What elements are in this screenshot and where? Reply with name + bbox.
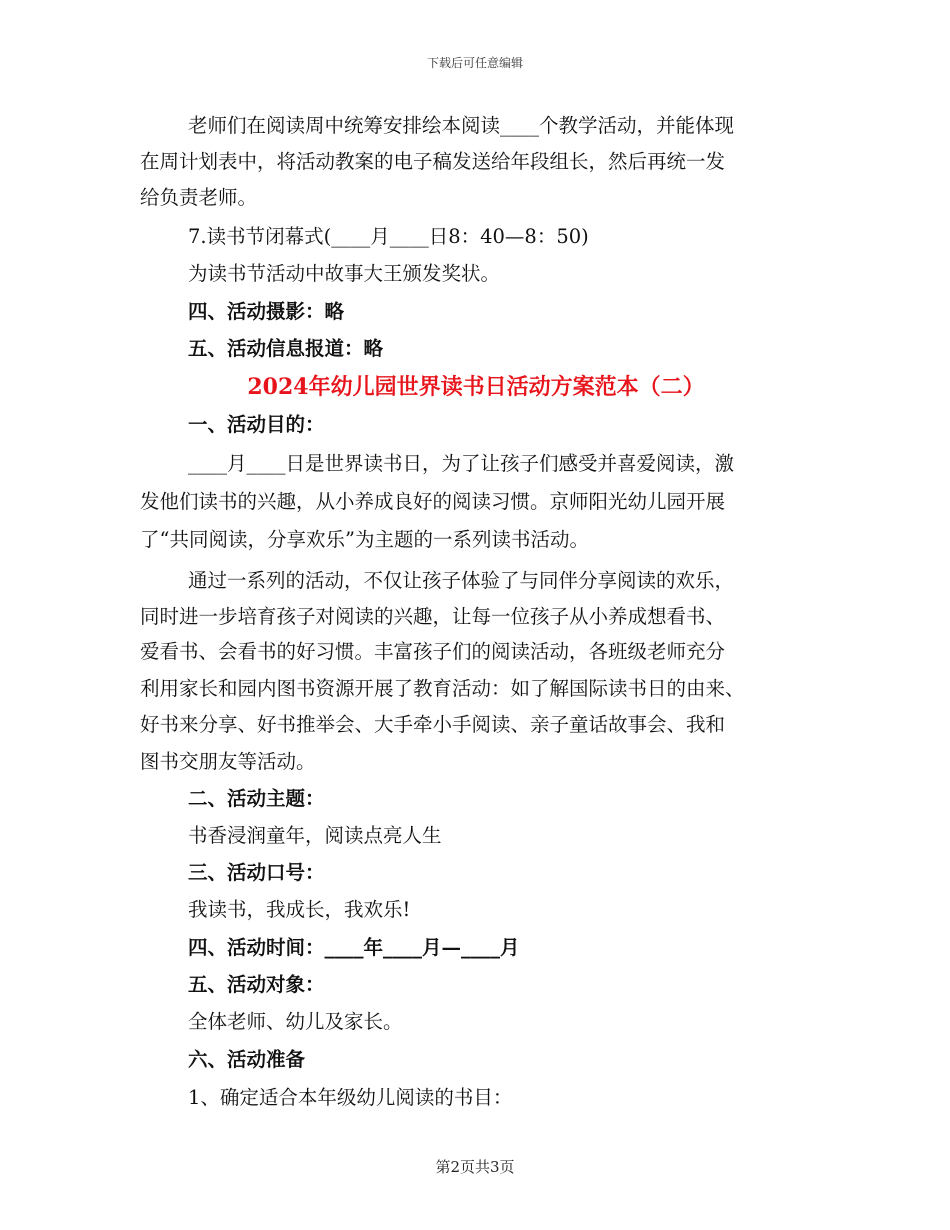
section-heading: 四、活动时间：____年____月—____月 bbox=[188, 936, 520, 959]
paragraph-line: 利用家长和园内图书资源开展了教育活动：如了解国际读书日的由来、 bbox=[140, 677, 745, 700]
paragraph-line: 在周计划表中，将活动教案的电子稿发送给年段组长，然后再统一发 bbox=[140, 150, 726, 173]
section-heading: 二、活动主题： bbox=[188, 787, 325, 810]
paragraph-line: 老师们在阅读周中统筹安排绘本阅读____个教学活动，并能体现 bbox=[188, 114, 735, 137]
section-heading: 一、活动目的： bbox=[188, 413, 325, 436]
paragraph-line: 我读书，我成长，我欢乐! bbox=[188, 898, 411, 921]
paragraph-line: 图书交朋友等活动。 bbox=[140, 750, 316, 773]
section-heading: 三、活动口号： bbox=[188, 861, 325, 884]
paragraph-line: 了“共同阅读，分享欢乐”为主题的一系列读书活动。 bbox=[140, 528, 589, 551]
paragraph-line: 为读书节活动中故事大王颁发奖状。 bbox=[188, 262, 501, 285]
paragraph-line: 给负责老师。 bbox=[140, 186, 258, 209]
section-heading: 六、活动准备 bbox=[188, 1048, 306, 1071]
paragraph-line: 7.读书节闭幕式(____月____日8：40—8：50) bbox=[188, 225, 589, 248]
section-heading: 五、活动信息报道：略 bbox=[188, 337, 384, 360]
section-heading: 四、活动摄影：略 bbox=[188, 300, 345, 323]
paragraph-line: ____月____日是世界读书日，为了让孩子们感受并喜爱阅读，激 bbox=[188, 452, 735, 475]
paragraph-line: 同时进一步培育孩子对阅读的兴趣，让每一位孩子从小养成想看书、 bbox=[140, 605, 726, 628]
document-title: 2024年幼儿园世界读书日活动方案范本（二） bbox=[247, 374, 705, 400]
section-heading: 五、活动对象： bbox=[188, 973, 325, 996]
paragraph-line: 好书来分享、好书推举会、大手牵小手阅读、亲子童话故事会、我和 bbox=[140, 713, 726, 736]
paragraph-line: 1、确定适合本年级幼儿阅读的书目： bbox=[188, 1086, 513, 1109]
paragraph-line: 通过一系列的活动，不仅让孩子体验了与同伴分享阅读的欢乐， bbox=[188, 569, 735, 592]
header-note: 下载后可任意编辑 bbox=[426, 56, 523, 70]
paragraph-line: 书香浸润童年，阅读点亮人生 bbox=[188, 824, 442, 847]
paragraph-line: 全体老师、幼儿及家长。 bbox=[188, 1010, 403, 1033]
page-number: 第2页共3页 bbox=[435, 1158, 515, 1176]
paragraph-line: 发他们读书的兴趣，从小养成良好的阅读习惯。京师阳光幼儿园开展 bbox=[140, 490, 726, 513]
paragraph-line: 爱看书、会看书的好习惯。丰富孩子们的阅读活动，各班级老师充分 bbox=[140, 640, 726, 663]
